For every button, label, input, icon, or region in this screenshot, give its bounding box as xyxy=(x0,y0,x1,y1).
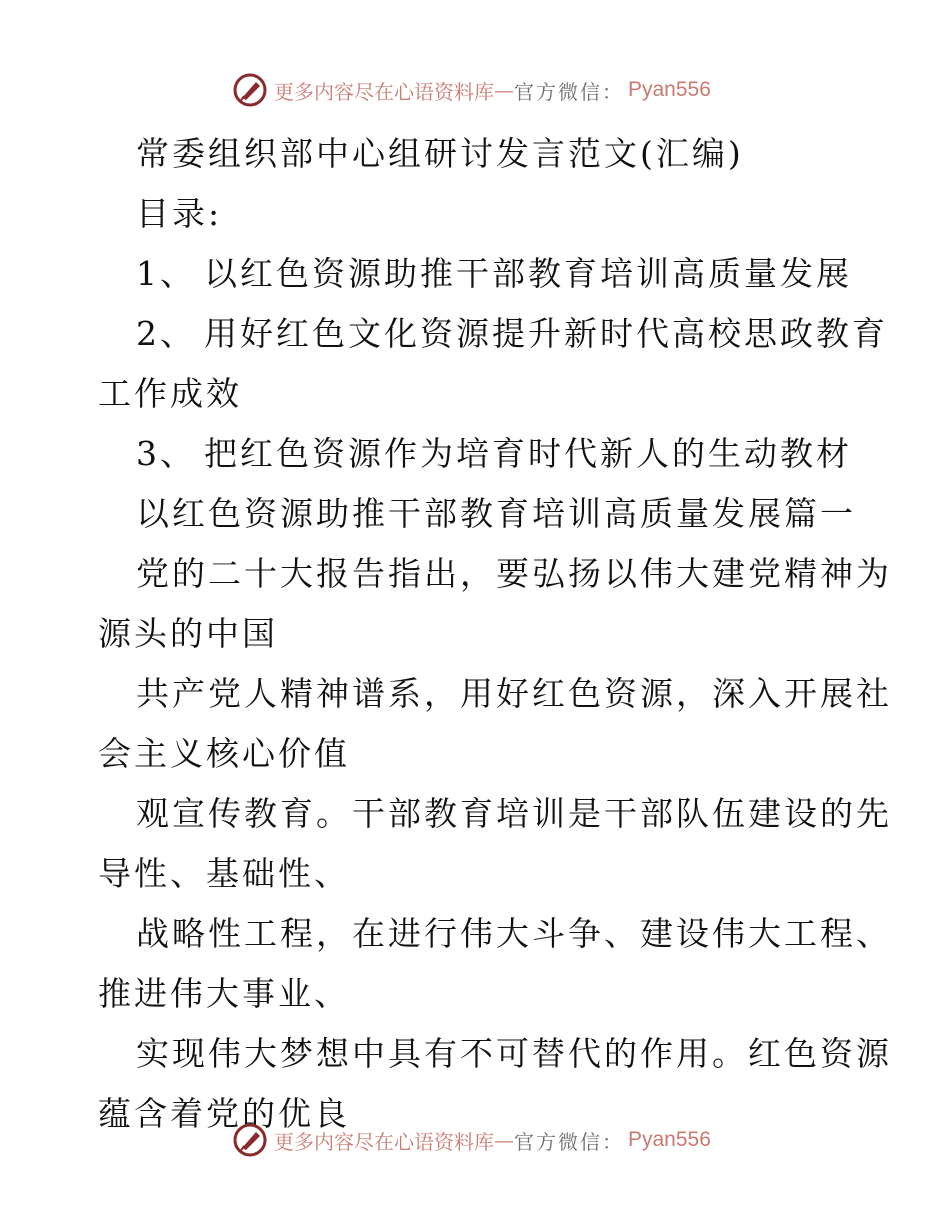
watermark-wechat-label: 官方微信： xyxy=(514,1129,624,1154)
toc-text: 用好红色文化资源提升新时代高校思政教育 xyxy=(204,314,888,353)
watermark-dash: — xyxy=(494,1128,514,1152)
watermark-site-text: 更多内容尽在心语资料库 xyxy=(274,1129,494,1154)
toc-item xyxy=(98,304,888,364)
watermark-wechat-id: Pyan556 xyxy=(628,1128,711,1151)
paragraph-line: 实现伟大梦想中具有不可替代的作用。红色资源 xyxy=(136,1034,892,1073)
toc-item xyxy=(98,424,858,484)
toc-text: 把红色资源作为培育时代新人的生动教材 xyxy=(204,434,852,473)
paragraph-line: 观宣传教育。干部教育培训是干部队伍建设的先 xyxy=(136,794,892,833)
paragraph-continuation: 会主义核心价值 xyxy=(98,734,350,773)
paragraph-continuation: 推进伟大事业、 xyxy=(98,974,350,1013)
document-body xyxy=(98,124,892,1144)
toc-label: 目录: xyxy=(136,194,223,233)
document-title: 常委组织部中心组研讨发言范文(汇编) xyxy=(136,134,744,173)
pen-logo-icon xyxy=(232,1122,268,1158)
watermark-site-text: 更多内容尽在心语资料库 xyxy=(274,79,494,104)
pen-logo-icon xyxy=(232,72,268,108)
toc-text: 以红色资源助推干部教育培训高质量发展 xyxy=(204,254,852,293)
paragraph-line: 共产党人精神谱系，用好红色资源，深入开展社 xyxy=(136,674,892,713)
watermark-dash: — xyxy=(494,78,514,102)
toc-number: 1、 xyxy=(136,254,196,293)
watermark-wechat-id: Pyan556 xyxy=(628,78,711,101)
header-watermark xyxy=(232,70,711,110)
toc-item xyxy=(98,244,858,304)
paragraph-line: 战略性工程，在进行伟大斗争、建设伟大工程、 xyxy=(136,914,892,953)
section-heading: 以红色资源助推干部教育培训高质量发展篇一 xyxy=(136,494,856,533)
paragraph-continuation: 蕴含着党的优良 xyxy=(98,1094,350,1133)
footer-watermark xyxy=(232,1120,711,1160)
toc-item-continuation: 工作成效 xyxy=(98,374,242,413)
toc-number: 3、 xyxy=(136,434,196,473)
paragraph-continuation: 源头的中国 xyxy=(98,614,278,653)
paragraph-continuation: 导性、基础性、 xyxy=(98,854,350,893)
paragraph-line: 党的二十大报告指出，要弘扬以伟大建党精神为 xyxy=(136,554,892,593)
toc-number: 2、 xyxy=(136,314,196,353)
watermark-wechat-label: 官方微信： xyxy=(514,79,624,104)
